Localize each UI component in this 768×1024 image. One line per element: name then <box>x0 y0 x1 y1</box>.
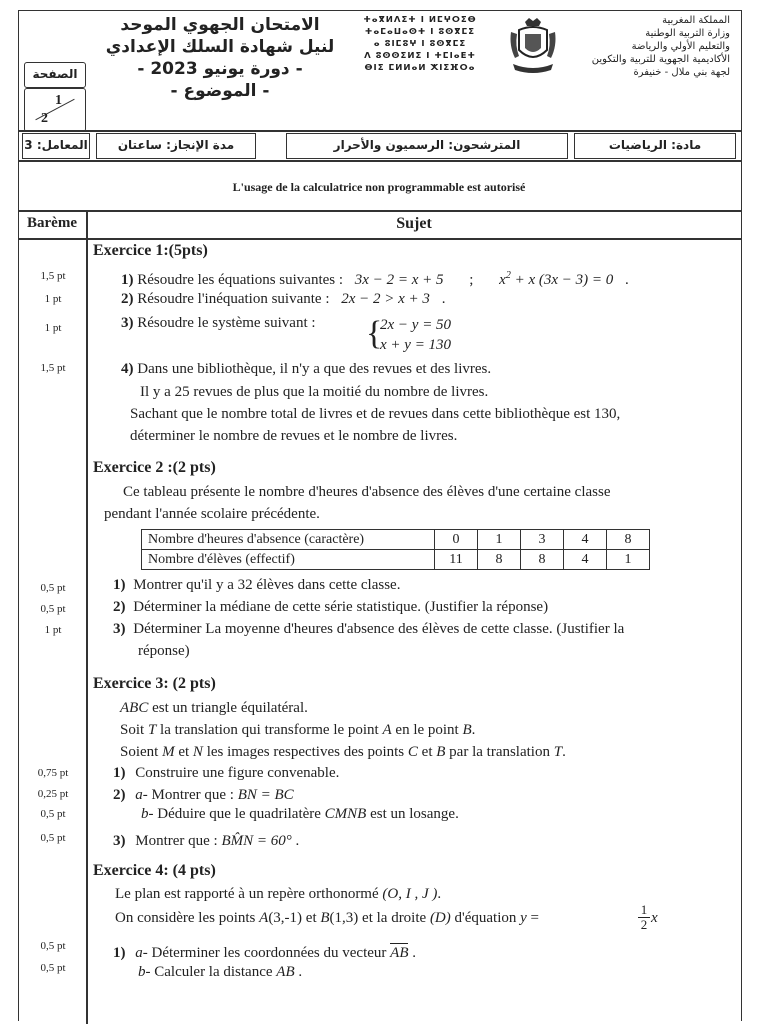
exercise-2-title: Exercice 2 :(2 pts) <box>93 459 216 476</box>
inequation: 2x − 2 > x + 3 <box>341 291 430 307</box>
triangle-name: ABC <box>120 700 149 716</box>
ministry-line: المملكة المغربية <box>662 15 730 26</box>
q-label: 3) <box>113 621 126 637</box>
vector-arrow-icon <box>390 943 408 944</box>
tifinagh-line: ⴷ ⵓⵙⵙⵉⵍⵉ ⵏ ⵜⵎⵏⴰⴹⵜ <box>364 51 476 61</box>
text: (3,-1) et <box>268 910 321 926</box>
var: N <box>192 744 203 760</box>
system-brace: { <box>366 315 383 352</box>
exam-session: - دورة يونيو 2023 - <box>137 59 303 79</box>
q-text: Montrer que : <box>135 833 222 849</box>
ex2-intro-2: pendant l'année scolaire précédente. <box>104 506 320 522</box>
fraction-one-half <box>638 903 650 932</box>
q-label: 1) <box>113 945 126 961</box>
frame-notation: (O, I , J ) <box>382 886 438 902</box>
tifinagh-line: ⴰ ⵓⵏⵎⵓⵖ ⵏ ⵓⵙⴳⵎⵉ <box>373 39 467 49</box>
ex2-intro-1: Ce tableau présente le nombre d'heures d'absence des élèves d'une certaine classe <box>123 484 611 500</box>
var: B <box>462 722 472 738</box>
table-cell: 8 <box>521 550 564 570</box>
ex4-question-1b <box>138 961 302 983</box>
ex4-x <box>651 907 658 929</box>
q-label: 2) <box>121 291 134 307</box>
ministry-line: وزارة التربية الوطنية <box>645 28 730 39</box>
page-total: 2 <box>41 111 48 126</box>
q-text: Déterminer la médiane de cette série statistique. (Justifier la réponse) <box>133 599 549 615</box>
q-text: Montrer qu'il y a 32 élèves dans cette classe. <box>133 577 401 593</box>
text: (1,3) et la droite <box>329 910 430 926</box>
var: A <box>382 722 392 738</box>
equation: 3x − 2 = x + 5 <box>354 272 444 288</box>
punct: . <box>294 964 303 980</box>
var: C <box>407 744 418 760</box>
table-row <box>142 530 650 550</box>
points-2-1: 0,5 pt <box>40 582 66 594</box>
q-label: 2) <box>113 787 126 803</box>
q-text: Calculer la distance <box>150 964 277 980</box>
q-label: 1) <box>113 577 126 593</box>
royal-emblem-icon <box>505 16 561 80</box>
q-text: Déduire que le quadrilatère <box>153 806 325 822</box>
divider <box>18 160 741 162</box>
var: y <box>520 910 527 926</box>
points-1-2: 1 pt <box>44 293 62 305</box>
page-number-box <box>24 62 84 130</box>
table-cell: 8 <box>607 530 650 550</box>
q-label: 4) <box>121 361 134 377</box>
q-label: 1) <box>113 765 126 781</box>
q-label: 3) <box>113 833 126 849</box>
exercise-4-title: Exercice 4: (4 pts) <box>93 862 216 879</box>
var: B <box>436 744 446 760</box>
text: d'équation <box>450 910 521 926</box>
var: AB <box>276 964 295 980</box>
ex4-line-1 <box>115 883 441 905</box>
q-text: Résoudre l'inéquation suivante : <box>137 291 330 307</box>
q-text: Résoudre le système suivant : <box>137 315 316 331</box>
equation: BN = BC <box>237 787 294 803</box>
subject-cell: مادة: الرياضيات <box>574 133 736 159</box>
table-cell: 4 <box>564 550 607 570</box>
ministry-line: لجهة بني ملال - خنيفرة <box>633 67 730 78</box>
points-2-3: 1 pt <box>44 624 62 636</box>
exam-title-block <box>100 14 340 102</box>
q-text: Déterminer les coordonnées du vecteur <box>147 945 391 961</box>
points-2-2: 0,5 pt <box>40 603 66 615</box>
absence-table <box>141 529 650 570</box>
ex3-line-3 <box>120 741 566 763</box>
q-text: Dans une bibliothèque, il n'y a que des revues et des livres. <box>137 361 492 377</box>
ex1-question-4 <box>121 358 491 380</box>
exam-title: الامتحان الجهوي الموحد <box>120 15 320 35</box>
ex4-line-2 <box>115 907 539 929</box>
eq-exponent: 2 <box>505 270 511 281</box>
points-1-3: 1 pt <box>44 322 62 334</box>
points-1-4: 1,5 pt <box>40 362 66 374</box>
points-4-1: 0,5 pt <box>40 940 66 952</box>
text: . <box>437 886 442 902</box>
text: en le point <box>391 722 463 738</box>
table-row <box>142 550 650 570</box>
text: et <box>174 744 193 760</box>
points-3-2: 0,25 pt <box>37 788 69 800</box>
page-label: الصفحة <box>24 62 86 88</box>
eq: 2x − y = 50 <box>380 317 452 333</box>
separator: ; <box>469 272 474 288</box>
punct: . <box>291 833 300 849</box>
ex1-q4-line2: Il y a 25 revues de plus que la moitié du nombre de livres. <box>140 384 489 400</box>
text: les images respectives des points <box>202 744 408 760</box>
var: M <box>162 744 175 760</box>
text: . <box>562 744 566 760</box>
table-cell: 1 <box>607 550 650 570</box>
ministry-line: والتعليم الأولي والرياضة <box>631 41 730 52</box>
ex1-question-3 <box>121 312 316 334</box>
points-4-2: 0,5 pt <box>40 962 66 974</box>
ex3-line-2 <box>120 719 475 741</box>
table-cell: Nombre d'heures d'absence (caractère) <box>142 530 435 550</box>
punct: . <box>408 945 416 961</box>
sub-label: a- <box>135 945 148 961</box>
q-label: 3) <box>121 315 134 331</box>
q-text: Construire une figure convenable. <box>135 765 340 781</box>
exercise-3-title: Exercice 3: (2 pts) <box>93 675 216 692</box>
text: Soit <box>120 722 148 738</box>
page-fraction <box>24 88 86 132</box>
ex2-question-3-cont: réponse) <box>138 643 190 659</box>
divider <box>18 130 741 132</box>
ex3-question-1 <box>113 762 339 784</box>
text: est un triangle équilatéral. <box>148 700 308 716</box>
fraction-denominator: 2 <box>640 917 648 932</box>
page-current: 1 <box>55 93 62 108</box>
tifinagh-line: ⵜⴰⴳⵍⴷⵉⵜ ⵏ ⵍⵎⵖⵔⵉⴱ <box>363 15 477 25</box>
text: Soient <box>120 744 163 760</box>
quadrilateral: CMNB <box>324 806 367 822</box>
table-cell: 3 <box>521 530 564 550</box>
exercise-1-title: Exercice 1:(5pts) <box>93 242 208 259</box>
system-eq-2 <box>380 334 451 356</box>
var: (D) <box>429 910 451 926</box>
var: AB <box>390 945 409 961</box>
sub-label: a- <box>135 787 148 803</box>
text: On considère les points <box>115 910 260 926</box>
text: et <box>417 744 437 760</box>
var: T <box>147 722 157 738</box>
table-cell: Nombre d'élèves (effectif) <box>142 550 435 570</box>
angle: BM̂N <box>221 833 254 849</box>
sub-label: b- <box>141 806 154 822</box>
tifinagh-line: ⴱⵏⵉ ⵎⵍⵍⴰⵍ ⵅⵏⵉⴼⵔⴰ <box>364 63 476 73</box>
duration-cell: مدة الإنجاز: ساعتان <box>96 133 256 159</box>
table-cell: 8 <box>478 550 521 570</box>
text: . <box>471 722 476 738</box>
ex3-question-3 <box>113 830 299 852</box>
vector-ab <box>390 942 408 964</box>
var: A <box>259 910 269 926</box>
q-label: 2) <box>113 599 126 615</box>
punct: . <box>441 291 446 307</box>
text: la translation qui transforme le point <box>156 722 383 738</box>
table-cell: 11 <box>435 550 478 570</box>
candidates-cell: المترشحون: الرسميون والأحرار <box>286 133 568 159</box>
ministry-line: الأكاديمية الجهوية للتربية والتكوين <box>591 54 730 65</box>
eq-part: + x (3x − 3) = 0 <box>510 272 614 288</box>
exam-subtitle: لنيل شهادة السلك الإعدادي <box>105 37 335 57</box>
ex1-question-2 <box>121 288 445 310</box>
q-label: 1) <box>121 272 134 288</box>
coef-cell: المعامل: 3 <box>22 133 90 159</box>
ex3-question-2b <box>141 803 459 825</box>
text: Le plan est rapporté à un repère orthonormé <box>115 886 383 902</box>
q-text: Déterminer La moyenne d'heures d'absence des élèves de cette classe. (Justifier la <box>133 621 625 637</box>
equation <box>499 272 613 288</box>
exam-subject-label: - الموضوع - <box>170 81 270 101</box>
punct: . <box>625 272 629 288</box>
var: x <box>651 910 658 926</box>
ex1-q4-line4: déterminer le nombre de revues et le nombre de livres. <box>130 428 458 444</box>
sub-label: b- <box>138 964 151 980</box>
var: T <box>553 744 563 760</box>
tifinagh-line: ⵜⴰⵎⴰⵡⴰⵙⵜ ⵏ ⵓⵙⴳⵎⵉ <box>364 27 476 37</box>
q-text: Résoudre les équations suivantes : <box>137 272 344 288</box>
equation: = 60° <box>253 833 292 849</box>
points-1-1: 1,5 pt <box>40 270 66 282</box>
table-cell: 0 <box>435 530 478 550</box>
q-text: est un losange. <box>366 806 459 822</box>
ex2-question-3 <box>113 618 624 640</box>
points-3-1: 0,75 pt <box>37 767 69 779</box>
ex2-question-1 <box>113 574 400 596</box>
calculator-notice: L'usage de la calculatrice non programmable est autorisé <box>232 180 526 194</box>
text: par la translation <box>445 744 554 760</box>
text: = <box>526 910 540 926</box>
var: B <box>320 910 330 926</box>
eq-part: x <box>499 272 506 288</box>
table-cell: 1 <box>478 530 521 550</box>
system-eq-1 <box>380 314 451 336</box>
tifinagh-block <box>350 14 490 74</box>
divider <box>18 210 741 212</box>
fraction-numerator: 1 <box>640 902 648 917</box>
points-3-4: 0,5 pt <box>40 832 66 844</box>
q-text: Montrer que : <box>147 787 238 803</box>
table-cell: 4 <box>564 530 607 550</box>
points-3-3: 0,5 pt <box>40 808 66 820</box>
eq: x + y = 130 <box>380 337 452 353</box>
ministry-block <box>591 14 730 79</box>
ex1-q4-line3: Sachant que le nombre total de livres et de revues dans cette bibliothèque est 130, <box>130 406 621 422</box>
bareme-header: Barème <box>27 215 77 231</box>
divider <box>18 238 741 240</box>
info-row <box>18 133 740 159</box>
ex3-line-1 <box>120 697 308 719</box>
sujet-header: Sujet <box>396 215 432 232</box>
ex2-question-2 <box>113 596 548 618</box>
